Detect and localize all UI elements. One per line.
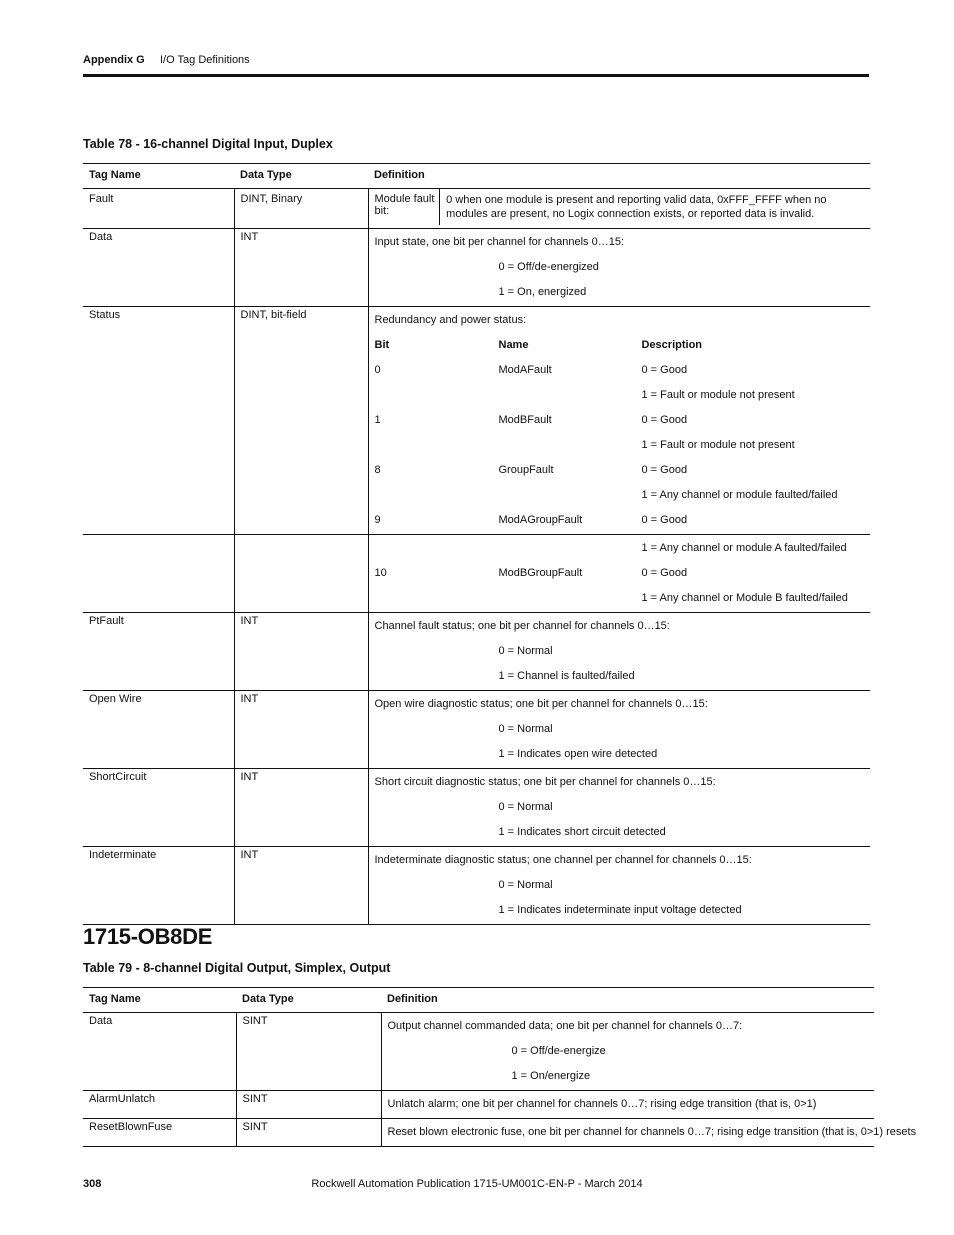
status-bit-row: 1 = Any channel or module A faulted/failed — [641, 542, 847, 554]
definition-line: 0 = Normal — [498, 801, 553, 813]
definition-line: 1 = On/energize — [511, 1070, 591, 1082]
col-data-type: Data Type — [234, 164, 368, 189]
subheader-description: Description — [641, 339, 703, 351]
table-row — [83, 307, 870, 535]
page-number: 308 — [83, 1178, 102, 1190]
table-row — [83, 769, 870, 847]
status-bit-row: 1 = Any channel or Module B faulted/failed — [641, 592, 848, 604]
definition-line: Channel fault status; one bit per channel for channels 0…15: — [374, 620, 670, 632]
table-row — [83, 1119, 874, 1147]
subheader-name: Name — [498, 339, 529, 351]
data-type: SINT — [236, 1119, 381, 1147]
data-type: SINT — [236, 1091, 381, 1119]
publication-info: Rockwell Automation Publication 1715-UM001C-EN-P - March 2014 — [311, 1178, 643, 1190]
table-row — [83, 691, 870, 769]
table78-header-row — [83, 164, 870, 189]
fault-definition: 0 when one module is present and reporting valid data, 0xFFF_FFFF when no modules are present, no Logix connection exists, or reported data is invalid. — [446, 194, 827, 220]
col-definition: Definition — [368, 164, 870, 189]
status-bit-row: 1 = Fault or module not present — [641, 389, 795, 401]
status-bit-row: 1 ModBFault 0 = Good — [374, 414, 688, 426]
table-row — [83, 1091, 874, 1119]
definition-line: Indeterminate diagnostic status; one channel per channel for channels 0…15: — [374, 854, 752, 866]
fault-label: Module fault bit: — [369, 189, 441, 225]
table-row — [83, 229, 870, 307]
section-label: I/O Tag Definitions — [160, 54, 250, 66]
data-type: DINT, Binary — [234, 189, 368, 229]
status-bit-row: 9 ModAGroupFault 0 = Good — [374, 514, 688, 526]
table79-header-row — [83, 988, 874, 1013]
status-bit-row: 8 GroupFault 0 = Good — [374, 464, 688, 476]
data-type-empty — [234, 535, 368, 613]
col-tag-name: Tag Name — [83, 988, 236, 1013]
col-tag-name: Tag Name — [83, 164, 234, 189]
definition-line: 1 = On, energized — [498, 286, 587, 298]
table-row — [83, 847, 870, 925]
definition-line: 0 = Off/de-energize — [511, 1045, 606, 1057]
table-row — [83, 613, 870, 691]
definition-line: Reset blown electronic fuse, one bit per channel for channels 0…7; rising edge transition (that is, 0>1) resets — [387, 1126, 917, 1138]
col-data-type: Data Type — [236, 988, 381, 1013]
table-row — [83, 1013, 874, 1091]
col-definition: Definition — [381, 988, 874, 1013]
definition-line: Open wire diagnostic status; one bit per channel for channels 0…15: — [374, 698, 708, 710]
data-type: SINT — [236, 1013, 381, 1091]
tag-name: Data — [83, 1013, 236, 1091]
tag-name: PtFault — [83, 613, 234, 691]
definition-line: 0 = Normal — [498, 723, 553, 735]
data-type: INT — [234, 691, 368, 769]
definition-line: 0 = Off/de-energized — [498, 261, 599, 273]
definition-line: 0 = Normal — [498, 879, 553, 891]
table78 — [83, 163, 870, 925]
table78-caption: Table 78 - 16-channel Digital Input, Duplex — [83, 137, 333, 151]
tag-name: AlarmUnlatch — [83, 1091, 236, 1119]
definition-line: 1 = Indicates short circuit detected — [498, 826, 666, 838]
definition-line: 1 = Indicates indeterminate input voltage detected — [498, 904, 742, 916]
definition-line: Output channel commanded data; one bit per channel for channels 0…7: — [387, 1020, 743, 1032]
data-type: INT — [234, 613, 368, 691]
table79 — [83, 987, 917, 1147]
tag-name: Status — [83, 307, 234, 535]
definition-line: Input state, one bit per channel for channels 0…15: — [374, 236, 624, 248]
data-type: INT — [234, 769, 368, 847]
table79-caption: Table 79 - 8-channel Digital Output, Simplex, Output — [83, 961, 391, 975]
definition-line: Short circuit diagnostic status; one bit per channel for channels 0…15: — [374, 776, 716, 788]
header-rule — [83, 74, 869, 77]
tag-name: Data — [83, 229, 234, 307]
tag-name: ShortCircuit — [83, 769, 234, 847]
status-subheader — [375, 334, 865, 359]
definition-line: 0 = Normal — [498, 645, 553, 657]
table-row — [83, 189, 870, 229]
status-bit-row: 1 = Any channel or module faulted/failed — [641, 489, 838, 501]
tag-name: Indeterminate — [83, 847, 234, 925]
status-bit-row: 10 ModBGroupFault 0 = Good — [374, 567, 688, 579]
appendix-label: Appendix G — [83, 54, 145, 66]
definition-line: Redundancy and power status: — [374, 314, 527, 326]
section-heading: 1715-OB8DE — [83, 924, 213, 949]
tag-name: Fault — [83, 189, 234, 229]
definition-line: 1 = Indicates open wire detected — [498, 748, 658, 760]
definition-line: Unlatch alarm; one bit per channel for channels 0…7; rising edge transition (that is, 0>1) — [387, 1098, 817, 1110]
status-bit-row: 0 ModAFault 0 = Good — [374, 364, 688, 376]
tag-name-empty — [83, 535, 234, 613]
table-row — [83, 535, 870, 613]
definition-line: 1 = Channel is faulted/failed — [498, 670, 635, 682]
subheader-bit: Bit — [374, 339, 390, 351]
status-bit-row: 1 = Fault or module not present — [641, 439, 795, 451]
tag-name: Open Wire — [83, 691, 234, 769]
tag-name: ResetBlownFuse — [83, 1119, 236, 1147]
data-type: INT — [234, 229, 368, 307]
data-type: INT — [234, 847, 368, 925]
data-type: DINT, bit-field — [234, 307, 368, 535]
